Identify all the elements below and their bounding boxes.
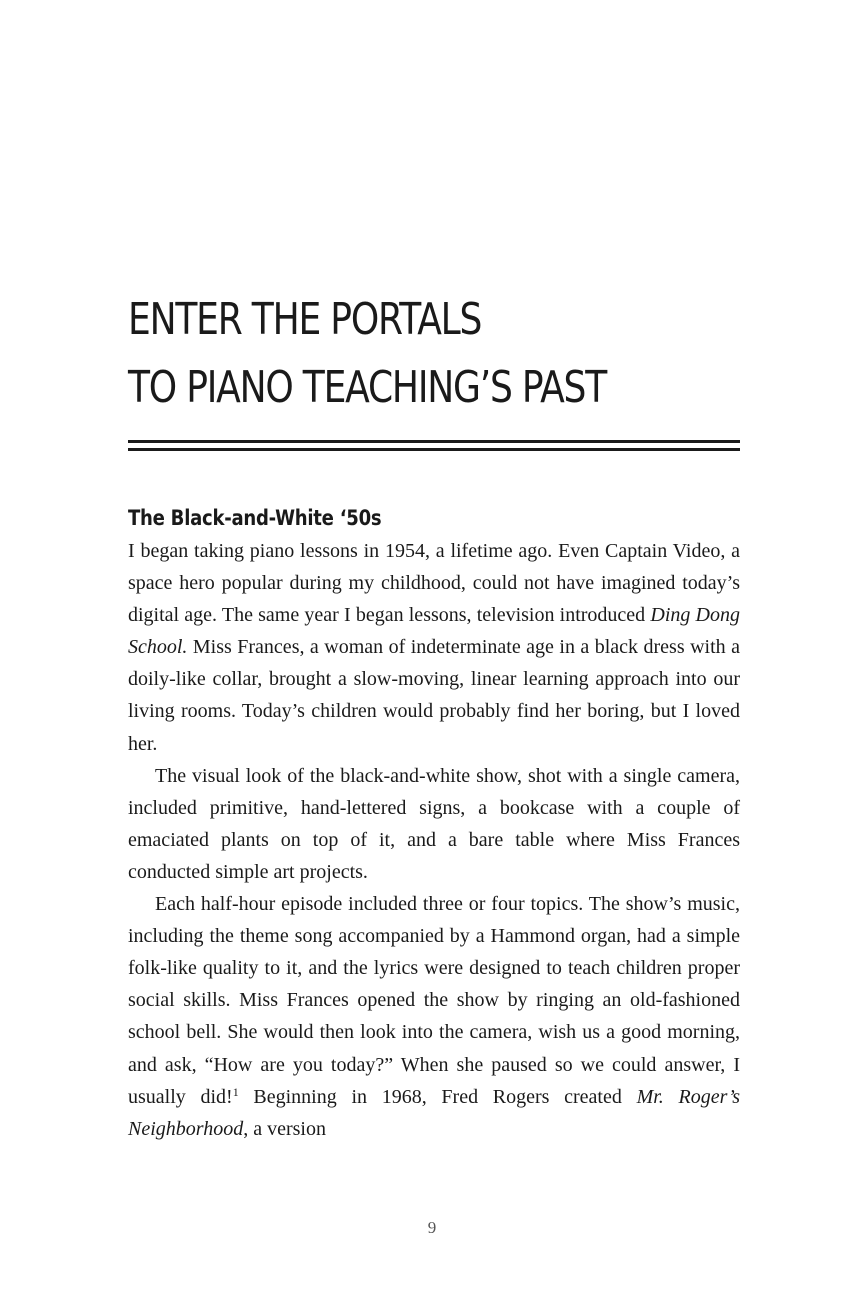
- chapter-title: [128, 286, 636, 422]
- paragraph-1: [128, 535, 740, 760]
- title-rule-top: [128, 440, 740, 443]
- paragraph-3-text-b: Beginning in 1968, Fred Rogers created: [238, 1085, 637, 1108]
- chapter-title-line-2: TO PIANO TEACHING’S PAST: [128, 362, 607, 413]
- paragraph-3-text-d: , a version: [243, 1117, 326, 1140]
- page-number: 9: [427, 1218, 437, 1237]
- body-text: [128, 535, 740, 1145]
- title-rule-bottom: [128, 448, 740, 451]
- footnote-reference[interactable]: 1: [232, 1084, 239, 1099]
- paragraph-1-text-a: I began taking piano lessons in 1954, a lifetime ago. Even Captain Video, a space hero popular during my childhood, could not have imagined today’s digital age. The same year I began lessons, television introduced: [128, 540, 740, 627]
- chapter-title-line-1: ENTER THE PORTALS: [128, 294, 482, 345]
- paragraph-3: [128, 888, 740, 1145]
- paragraph-3-text-a: Each half-hour episode included three or four topics. The show’s music, including the theme song accompanied by a Hammond organ, had a simple folk-like quality to it, and the lyrics were designed to teach children proper social skills. Miss Frances opened the show by ringing an old-fashioned school bell. She would then look into the camera, wish us a good morning, and ask, “How are you today?” When she paused so we could answer, I usually did!: [128, 893, 740, 1108]
- paragraph-2: The visual look of the black-and-white show, shot with a single camera, included primitive, hand-lettered signs, a bookcase with a couple of emaciated plants on top of it, and a bare table where Miss Frances conducted simple art projects.: [128, 764, 740, 883]
- paragraph-1-text-c: Miss Frances, a woman of indeterminate age in a black dress with a doily-like collar, brought a slow-moving, linear learning approach into our living rooms. Today’s children would probably find her boring, but I loved her.: [128, 636, 740, 755]
- show-title-ding-dong-school: Ding Dong School.: [128, 604, 740, 659]
- section-heading: The Black-and-White ‘50s: [128, 506, 382, 530]
- show-title-mr-rogers-neighborhood: Mr. Roger’s Neighborhood: [128, 1085, 740, 1140]
